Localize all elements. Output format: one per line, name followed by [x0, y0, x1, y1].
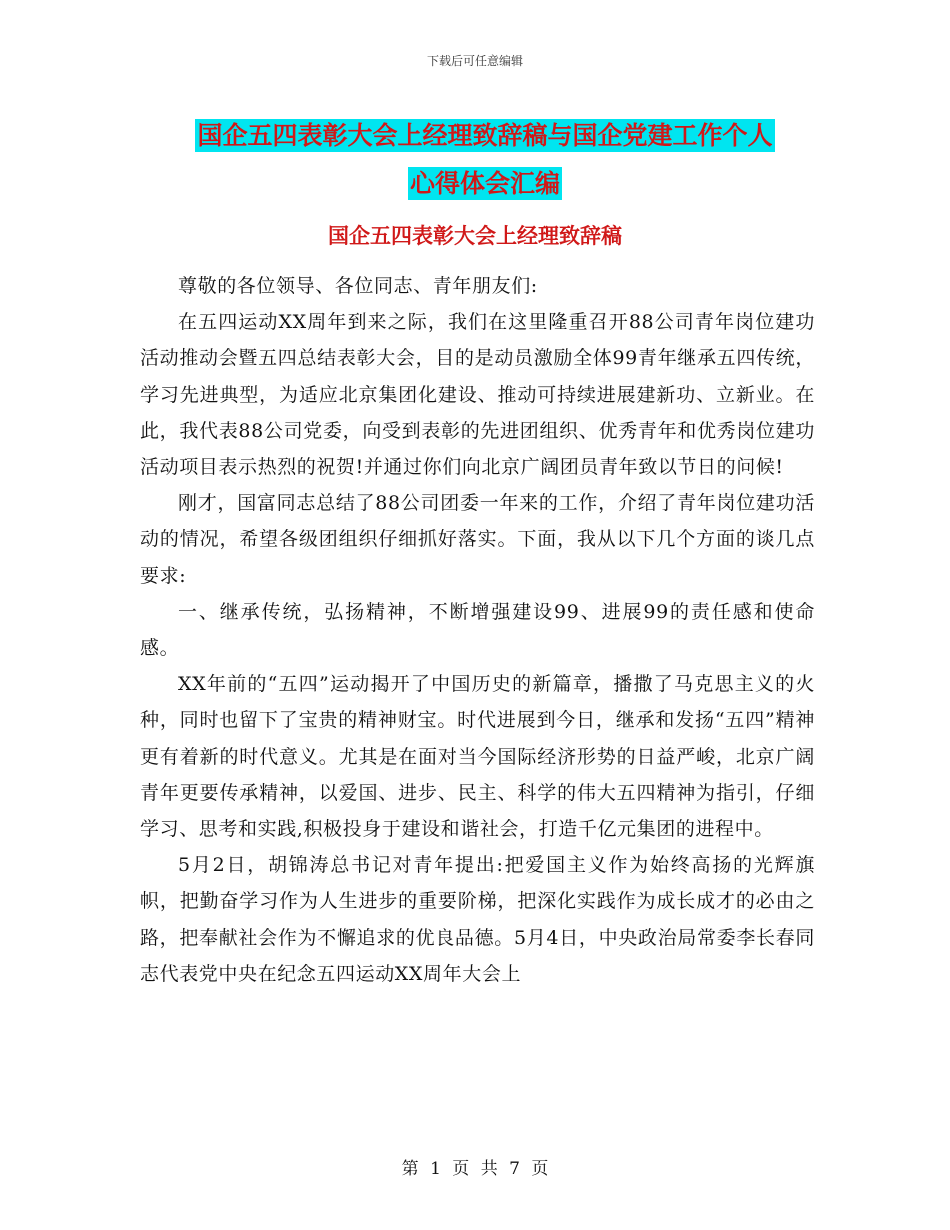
paragraph: XX年前的“五四”运动揭开了中国历史的新篇章，播撒了马克思主义的火种，同时也留下了宝贵的精神财宝。时代进展到今日，继承和发扬“五四”精神更有着新的时代意义。尤其是在面对当今国际经济形势的日益严峻，北京广阔青年更要传承精神，以爱国、进步、民主、科学的伟大五四精神为指引，仔细学习、思考和实践,积极投身于建设和谐社会，打造千亿元集团的进程中。 — [140, 673, 815, 841]
paragraph-heading: 一、继承传统，弘扬精神，不断增强建设99、进展99的责任感和使命感。 — [140, 600, 815, 660]
document-title-line-2: 心得体会汇编 — [409, 169, 560, 198]
document-title-line-1: 国企五四表彰大会上经理致辞稿与国企党建工作个人 — [197, 121, 773, 150]
page-number-footer: 第 1 页 共 7 页 — [401, 1159, 549, 1179]
paragraph: 在五四运动XX周年到来之际，我们在这里隆重召开88公司青年岗位建功活动推动会暨五四总结表彰大会，目的是动员激励全体99青年继承五四传统，学习先进典型，为适应北京集团化建设、推动可持续进展建新功、立新业。在此，我代表88公司党委，向受到表彰的先进团组织、优秀青年和优秀岗位建功活动项目表示热烈的祝贺!并通过你们向北京广阔团员青年致以节日的问候! — [140, 311, 815, 479]
paragraph: 刚才，国富同志总结了88公司团委一年来的工作，介绍了青年岗位建功活动的情况，希望各级团组织仔细抓好落实。下面，我从以下几个方面的谈几点要求: — [140, 492, 815, 587]
section-title: 国企五四表彰大会上经理致辞稿 — [328, 224, 622, 248]
paragraph: 5月2日，胡锦涛总书记对青年提出:把爱国主义作为始终高扬的光辉旗帜，把勤奋学习作为人生进步的重要阶梯，把深化实践作为成长成才的必由之路，把奉献社会作为不懈追求的优良品德。5月4日，中央政治局常委李长春同志代表党中央在纪念五四运动XX周年大会上 — [140, 854, 815, 985]
paragraph-salutation: 尊敬的各位领导、各位同志、青年朋友们: — [178, 275, 538, 297]
document-title — [140, 112, 830, 208]
body-text — [140, 268, 815, 992]
header-note: 下载后可任意编辑 — [426, 54, 523, 68]
